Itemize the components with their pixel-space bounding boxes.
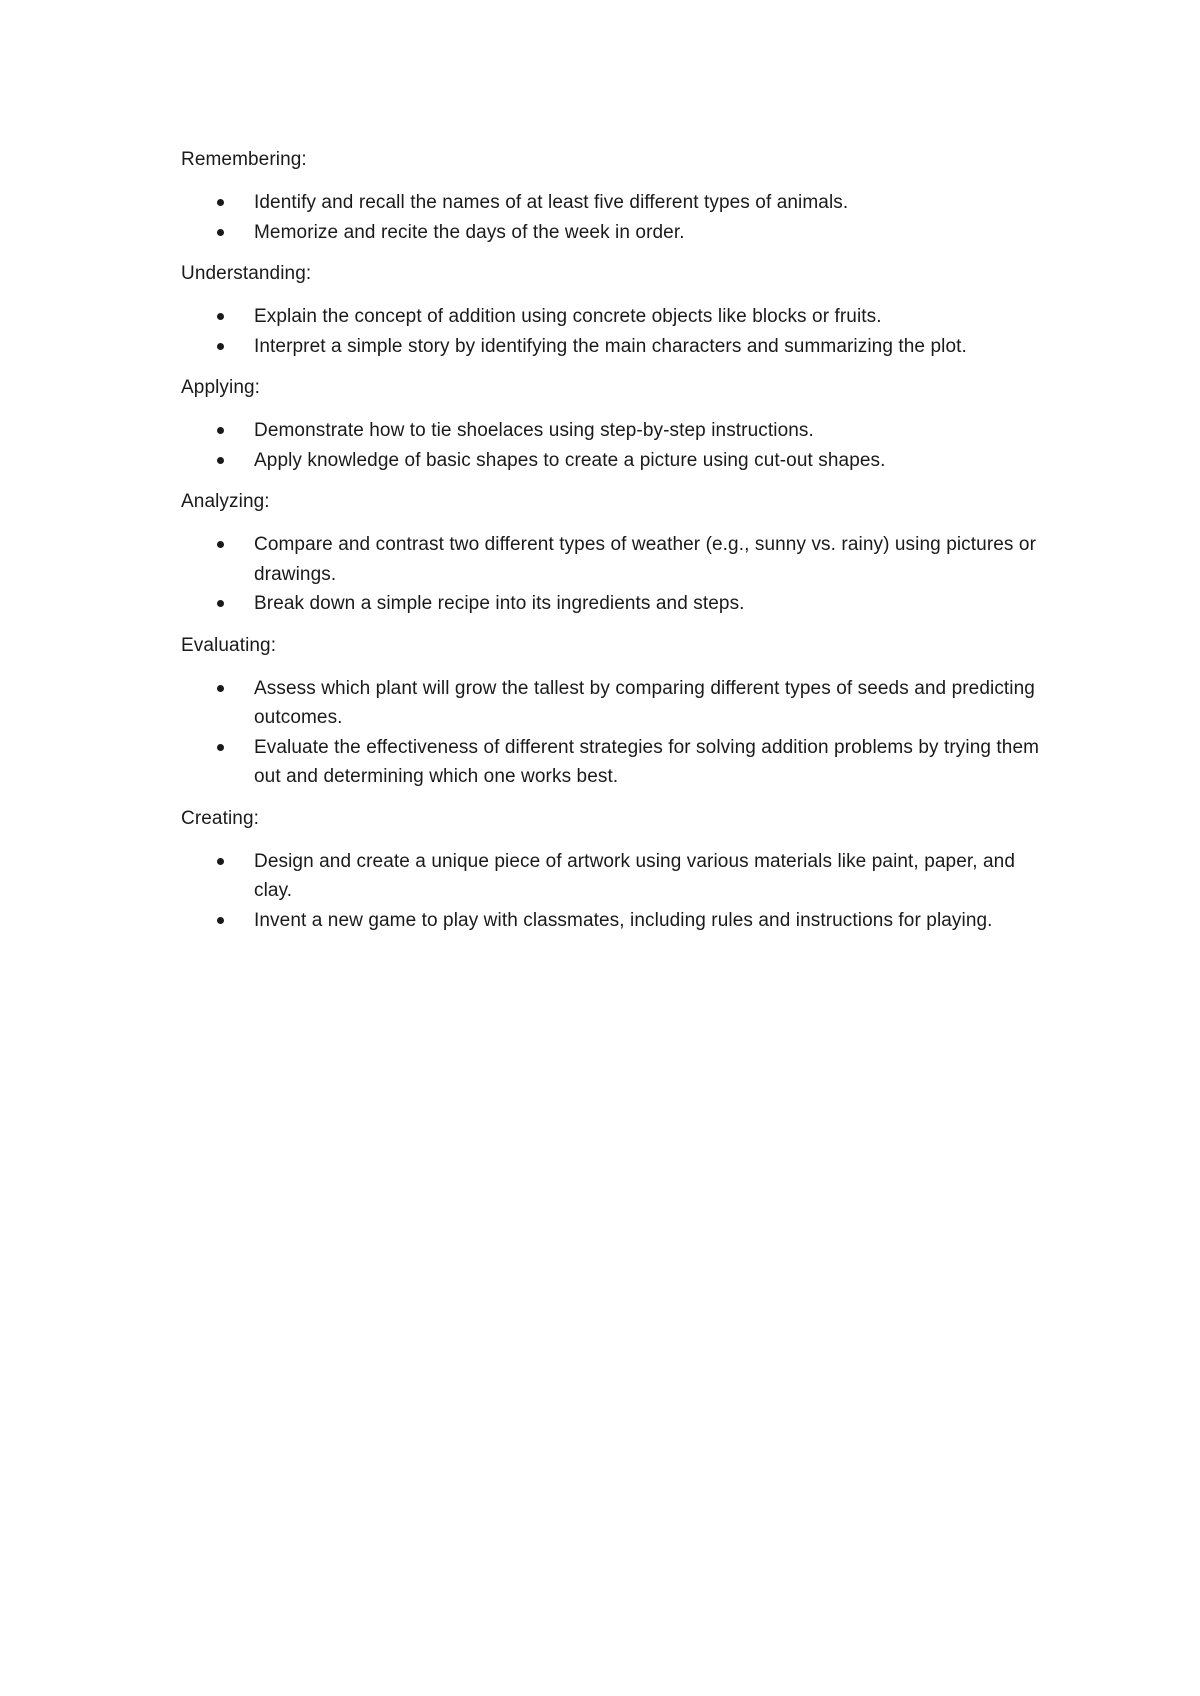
list-item-text: Evaluate the effectiveness of different strategies for solving addition problems by trying them out and determining which one works best. — [254, 736, 1040, 787]
list-item-text: Apply knowledge of basic shapes to create a picture using cut-out shapes. — [254, 449, 886, 471]
bullet-list — [181, 188, 1081, 247]
list-item — [181, 589, 1081, 619]
section-creating — [181, 807, 1081, 936]
list-item-text: Demonstrate how to tie shoelaces using step-by-step instructions. — [254, 420, 814, 441]
section-heading: Understanding: — [181, 263, 312, 284]
list-item — [181, 446, 1081, 476]
list-item — [181, 188, 1081, 218]
section-remembering — [181, 148, 1081, 247]
list-item — [181, 332, 1081, 362]
list-item — [181, 302, 1081, 332]
bullet-icon — [217, 313, 224, 320]
bullet-list — [181, 847, 1081, 936]
section-understanding — [181, 262, 1081, 361]
list-item-text: Explain the concept of addition using concrete objects like blocks or fruits. — [254, 306, 882, 327]
list-item — [181, 416, 1081, 446]
bullet-icon — [217, 600, 224, 607]
list-item-text: Assess which plant will grow the tallest by comparing different types of seeds and predicting outcomes. — [254, 677, 1035, 728]
document-body — [181, 148, 1081, 950]
list-item — [181, 847, 1081, 906]
bullet-icon — [217, 917, 224, 924]
bullet-icon — [217, 229, 224, 236]
section-heading: Analyzing: — [181, 491, 270, 512]
list-item — [181, 906, 1081, 936]
list-item-text: Design and create a unique piece of artwork using various materials like paint, paper, and clay. — [254, 850, 1015, 901]
bullet-icon — [217, 343, 224, 350]
bullet-icon — [217, 199, 224, 206]
bullet-icon — [217, 744, 224, 751]
bullet-icon — [217, 685, 224, 692]
section-heading: Creating: — [181, 807, 259, 829]
list-item-text: Identify and recall the names of at least five different types of animals. — [254, 192, 849, 213]
list-item-text: Interpret a simple story by identifying the main characters and summarizing the plot. — [254, 335, 967, 357]
list-item-text: Compare and contrast two different types of weather (e.g., sunny vs. rainy) using pictures or drawings. — [254, 534, 1036, 585]
section-heading: Evaluating: — [181, 634, 277, 656]
list-item-text: Memorize and recite the days of the week in order. — [254, 221, 685, 243]
section-heading: Remembering: — [181, 149, 307, 170]
list-item — [181, 733, 1081, 792]
bullet-list — [181, 530, 1081, 619]
bullet-icon — [217, 427, 224, 434]
list-item — [181, 530, 1081, 589]
bullet-icon — [217, 541, 224, 548]
bullet-icon — [217, 457, 224, 464]
section-analyzing — [181, 490, 1081, 619]
section-applying — [181, 376, 1081, 475]
bullet-list — [181, 302, 1081, 361]
bullet-list — [181, 416, 1081, 475]
section-heading: Applying: — [181, 377, 261, 398]
bullet-icon — [217, 858, 224, 865]
bullet-list — [181, 674, 1081, 792]
list-item — [181, 674, 1081, 733]
list-item-text: Break down a simple recipe into its ingredients and steps. — [254, 593, 745, 614]
section-evaluating — [181, 634, 1081, 792]
list-item-text: Invent a new game to play with classmates, including rules and instructions for playing. — [254, 909, 993, 931]
list-item — [181, 218, 1081, 248]
